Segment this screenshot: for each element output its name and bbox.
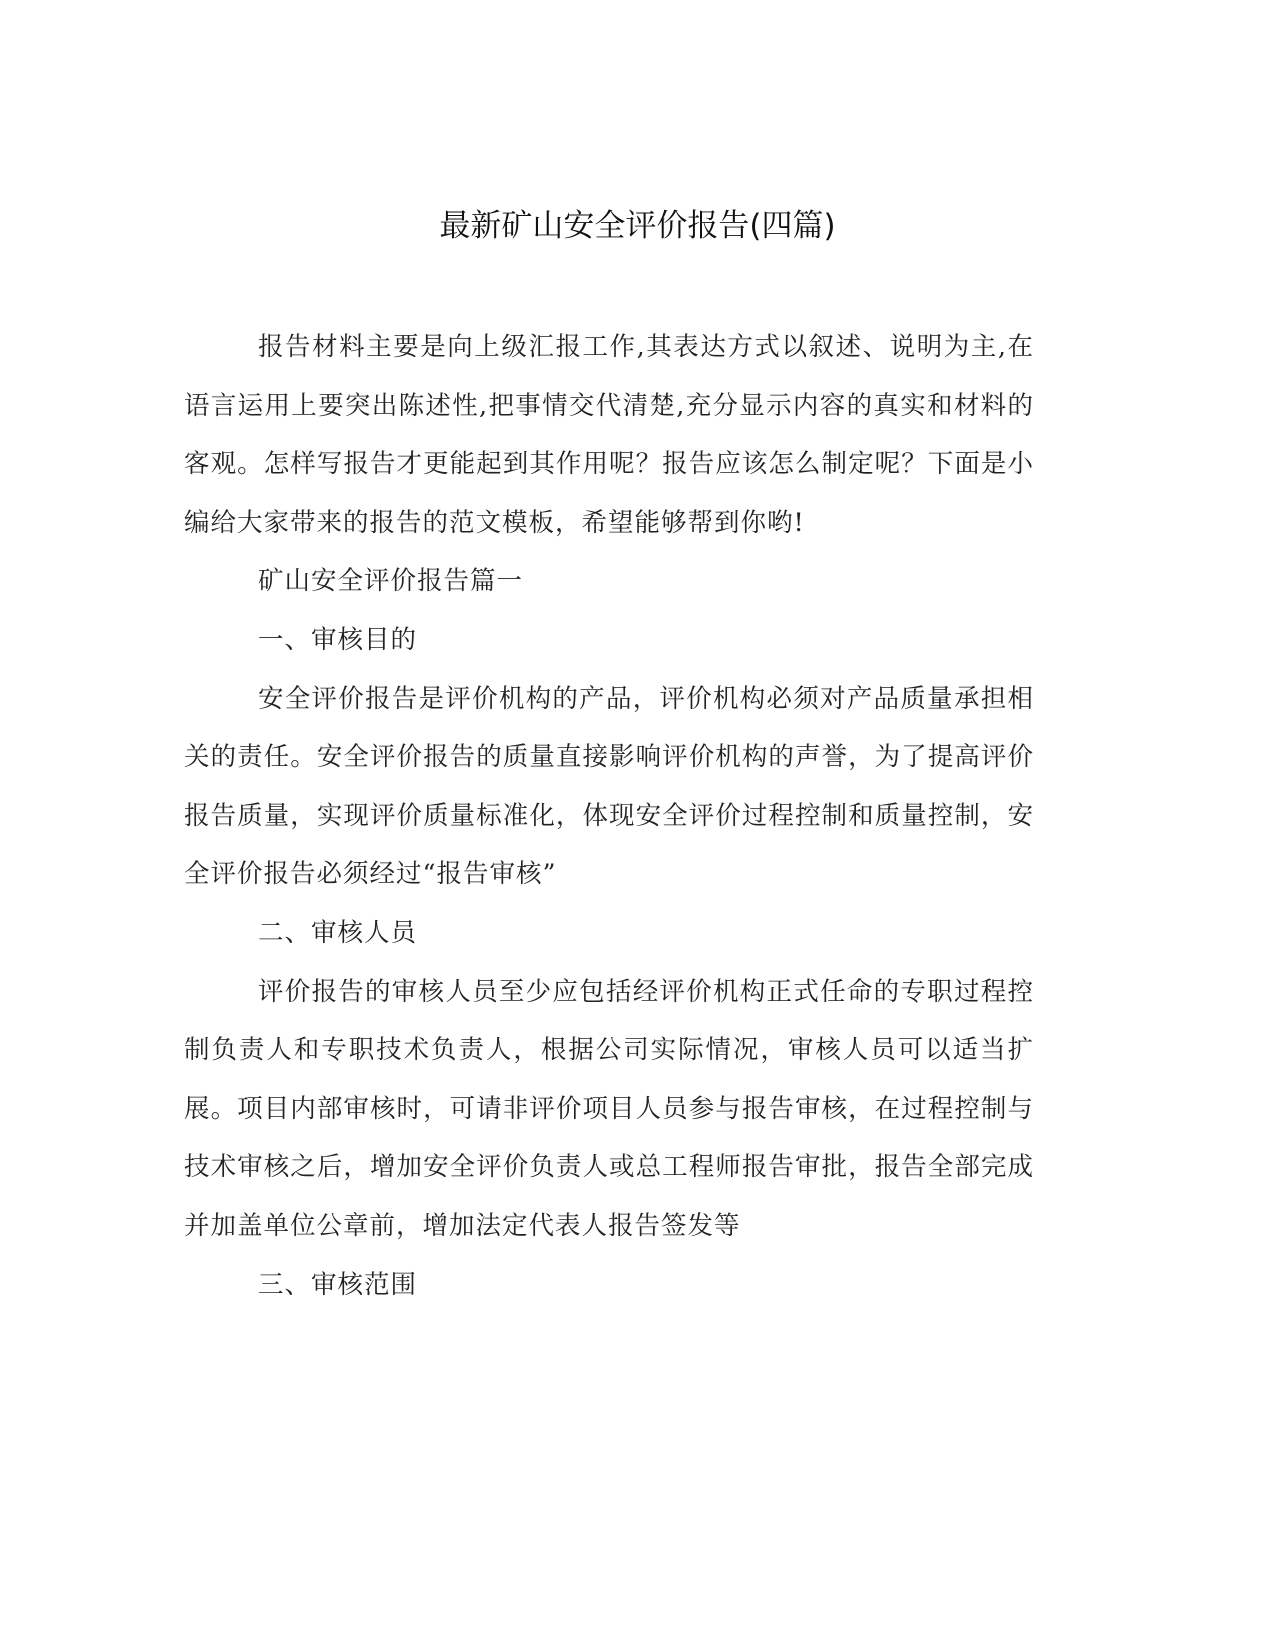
- document-body: [184, 318, 1034, 1314]
- paragraph-audit-purpose: 安全评价报告是评价机构的产品，评价机构必须对产品质量承担相关的责任。安全评价报告的质量直接影响评价机构的声誉，为了提高评价报告质量，实现评价质量标准化，体现安全评价过程控制和质量控制，安全评价报告必须经过“报告审核”: [184, 683, 1034, 890]
- intro-paragraph: 报告材料主要是向上级汇报工作,其表达方式以叙述、说明为主,在语言运用上要突出陈述性,把事情交代清楚,充分显示内容的真实和材料的客观。怎样写报告才更能起到其作用呢？报告应该怎么制定呢？下面是小编给大家带来的报告的范文模板，希望能够帮到你哟!: [184, 332, 1034, 538]
- section-heading-part-one: 矿山安全评价报告篇一: [257, 566, 523, 597]
- paragraph-audit-personnel: 评价报告的审核人员至少应包括经评价机构正式任命的专职过程控制负责人和专职技术负责人，根据公司实际情况，审核人员可以适当扩展。项目内部审核时，可请非评价项目人员参与报告审核，在过程控制与技术审核之后，增加安全评价负责人或总工程师报告审批，报告全部完成并加盖单位公章前，增加法定代表人报告签发等: [184, 976, 1034, 1241]
- subheading-audit-scope: 三、审核范围: [257, 1269, 417, 1300]
- document-title: 最新矿山安全评价报告(四篇): [439, 208, 836, 244]
- subheading-audit-purpose: 一、审核目的: [257, 624, 417, 655]
- subheading-audit-personnel: 二、审核人员: [257, 917, 417, 948]
